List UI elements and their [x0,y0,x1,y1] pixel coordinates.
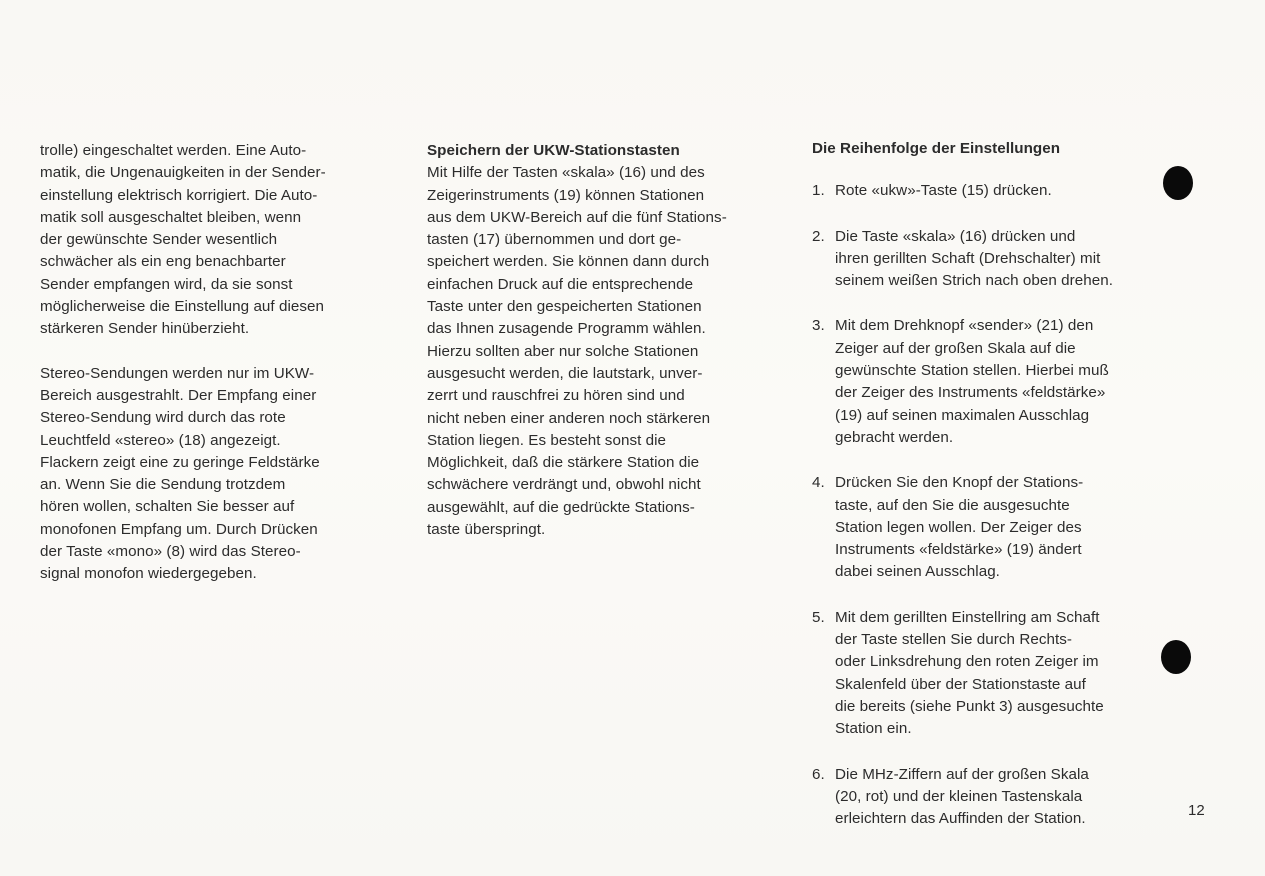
text-line: Stereo-Sendung wird durch das rote [40,409,286,427]
step-item [812,180,1172,202]
text-line: trolle) eingeschaltet werden. Eine Auto- [40,142,307,159]
text-line: der gewünschte Sender wesentlich [40,231,278,249]
step-text [835,472,1172,583]
step-text [835,607,1172,741]
text-line: Mit dem Drehknopf «sender» (21) den [835,317,1094,335]
text-line: oder Linksdrehung den roten Zeiger im [835,653,1099,671]
section-heading-reihenfolge: Die Reihenfolge der Einstellungen [812,140,1061,157]
text-line: Sender empfangen wird, da sie sonst [40,275,293,293]
text-line: tasten (17) übernommen und dort ge- [427,231,682,249]
text-line: nicht neben einer anderen noch stärkeren [427,409,711,427]
punch-hole-icon [1163,166,1193,200]
text-line: gewünschte Station stellen. Hierbei muß [835,362,1109,380]
step-item [812,226,1172,293]
text-line: seinem weißen Strich nach oben drehen. [835,272,1113,290]
paragraph-speichern [427,162,782,541]
text-line: gebracht werden. [835,428,954,446]
step-text [835,226,1172,293]
text-line: das Ihnen zusagende Programm wählen. [427,320,706,338]
step-number: 3. [812,317,825,335]
text-line: zerrt und rauschfrei zu hören sind und [427,387,685,405]
text-line: möglicherweise die Einstellung auf diesen [40,298,325,316]
step-number: 4. [812,474,825,492]
text-line: signal monofon wiedergegeben. [40,565,257,583]
text-line: der Zeiger des Instruments «feldstärke» [835,384,1106,402]
column-right [812,138,1172,853]
text-line: monofonen Empfang um. Durch Drücken [40,520,318,538]
step-item [812,607,1172,741]
text-line: Möglichkeit, daß die stärkere Station die [427,454,700,472]
text-line: hören wollen, schalten Sie besser auf [40,498,295,516]
text-line: an. Wenn Sie die Sendung trotzdem [40,476,286,494]
step-text [835,315,1172,449]
text-line: Rote «ukw»-Taste (15) drücken. [835,182,1052,200]
text-line: schwächer als ein eng benachbarter [40,253,286,271]
step-item [812,472,1172,583]
step-text [835,180,1172,202]
step-item [812,764,1172,831]
text-line: speichert werden. Sie können dann durch [427,253,710,271]
text-line: Instruments «feldstärke» (19) ändert [835,541,1082,559]
text-line: stärkeren Sender hinüberzieht. [40,320,250,338]
punch-hole-icon [1161,640,1191,674]
text-line: erleichtern das Auffinden der Station. [835,810,1086,828]
text-line: dabei seinen Ausschlag. [835,563,1000,581]
text-line: Die Taste «skala» (16) drücken und [835,227,1076,245]
column-left [40,140,385,608]
text-line: die bereits (siehe Punkt 3) ausgesuchte [835,697,1104,715]
text-line: Station legen wollen. Der Zeiger des [835,518,1082,536]
step-text [835,764,1172,831]
text-line: matik, die Ungenauigkeiten in der Sender- [40,164,326,182]
text-line: Bereich ausgestrahlt. Der Empfang einer [40,386,317,404]
text-line: Hierzu sollten aber nur solche Stationen [427,342,699,360]
text-line: Mit Hilfe der Tasten «skala» (16) und des [427,164,705,182]
text-line: Flackern zeigt eine zu geringe Feldstärke [40,453,320,471]
text-line: Skalenfeld über der Stationstaste auf [835,675,1086,693]
paragraph-stereo [40,363,385,586]
text-line: aus dem UKW-Bereich auf die fünf Stations- [427,208,727,226]
text-line: Station liegen. Es besteht sonst die [427,431,667,449]
text-line: matik soll ausgeschaltet bleiben, wenn [40,208,302,226]
text-line: Mit dem gerillten Einstellring am Schaft [835,608,1100,626]
step-number: 6. [812,765,825,783]
section-heading-speichern: Speichern der UKW-Stationstasten [427,142,680,159]
text-line: (20, rot) und der kleinen Tastenskala [835,787,1083,805]
step-item [812,315,1172,449]
text-line: Taste unter den gespeicherten Stationen [427,298,702,316]
text-line: Drücken Sie den Knopf der Stations- [835,474,1084,492]
text-line: Stereo-Sendungen werden nur im UKW- [40,364,315,382]
step-number: 2. [812,227,825,245]
step-number: 1. [812,182,825,200]
page-number: 12 [1188,802,1205,819]
text-line: der Taste stellen Sie durch Rechts- [835,631,1072,649]
paragraph-automatik [40,140,385,341]
text-line: einfachen Druck auf die entsprechende [427,275,694,293]
text-line: ausgesucht werden, die lautstark, unver- [427,364,703,382]
text-line: taste, auf den Sie die ausgesuchte [835,496,1070,514]
text-line: ausgewählt, auf die gedrückte Stations- [427,498,695,516]
text-line: Zeigerinstruments (19) können Stationen [427,186,705,204]
text-line: Station ein. [835,720,912,738]
column-middle [427,140,782,541]
text-line: der Taste «mono» (8) wird das Stereo- [40,543,301,561]
text-line: ihren gerillten Schaft (Drehschalter) mit [835,249,1101,267]
text-line: Die MHz-Ziffern auf der großen Skala [835,765,1089,783]
text-line: (19) auf seinen maximalen Ausschlag [835,406,1090,424]
text-line: taste überspringt. [427,521,546,539]
step-number: 5. [812,608,825,626]
text-line: Zeiger auf der großen Skala auf die [835,339,1076,357]
text-line: einstellung elektrisch korrigiert. Die Auto- [40,186,318,204]
text-line: Leuchtfeld «stereo» (18) angezeigt. [40,431,281,449]
text-line: schwächere verdrängt und, obwohl nicht [427,476,701,494]
